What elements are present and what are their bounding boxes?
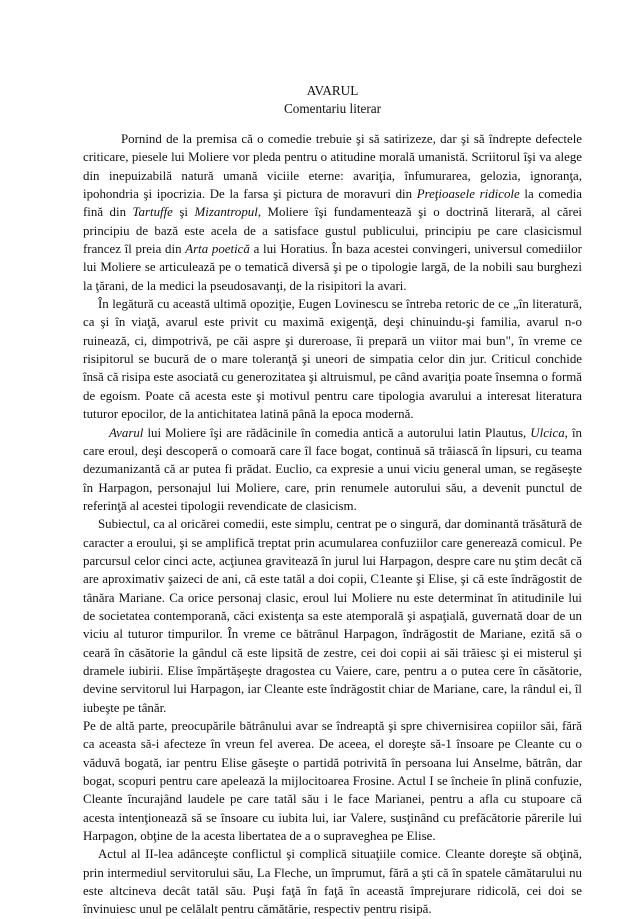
paragraph bbox=[83, 130, 582, 295]
italic-title-run: Tartuffe bbox=[132, 205, 173, 220]
text-run: , Moliere îşi fundamentează şi o doctrină literară, al cărei principiu de bază este acela de a satisface gustul publicului, principiu pe care clasicismul francez îl preia din bbox=[83, 205, 582, 257]
document-subtitle: Comentariu literar bbox=[283, 101, 382, 116]
text-run: Subiectul, ca al oricărei comedii, este simplu, centrat pe o singură, dar dominantă trăsătură de caracter a eroului, şi se amplifică treptat prin acumularea confuziilor care generează comicul. Pe parcursul celor cinci acte, acţiunea gravitează în jurul lui Harpagon, despre care nu ştim decât că are aproximativ şaizeci de ani, că este tatăl a doi copii, C1eante şi Elise, şi că este îndrăgostit de tânăra Mariane. Ca orice personaj clasic, eroul lui Moliere nu este determinat în atitudinile lui de societatea contemporană, căci existenţa sa este atemporală şi aspaţială, guvernată doar de un viciu al tuturor timpurilor. În vreme ce bătrânul Harpagon, îndrăgostit de Mariane, ezită să o ceară în căsătorie la gândul că este lipsită de zestre, cei doi copii ai săi trăiesc şi ei misterul şi dramele iubirii. Elise împărtăşeşte dragostea cu Vaiere, care, pentru a o putea cere în căsătorie, devine servitorul lui Harpagon, iar Cleante este îndrăgostit chiar de Mariane, care, la rândul ei, îl iubeşte pe tânăr. bbox=[83, 517, 582, 715]
italic-title-run: Ulcica bbox=[530, 425, 565, 440]
text-run: Pornind de la premisa că o comedie trebuie şi să satirizeze, dar şi să îndrepte defectele criticare, piesele lui Moliere vor pleda pentru o atitudine morală umanistă. Scriitorul îşi va alege din inepuizabilă natură umană viciile eterne: avariţia, înfumurarea, gelozia, ignoranţa, ipohondria şi ipocrizia. De la farsa şi pictura de moravuri din bbox=[83, 132, 582, 202]
text-run: Actul al II-lea adânceşte conflictul şi complică situaţiile comice. Cleante doreşte să obţină, prin intermediul servitorului său, La Fleche, un împrumut, fără a şti că în spatele cămătarului nu este altcineva decât tatăl său. Puşi faţă în faţă în această împrejurare ridicolă, cei doi se învinuiesc unul pe celălalt pentru cămătărie, respectiv pentru risipă. bbox=[83, 847, 582, 917]
text-run: lui Moliere îşi are rădăcinile în comedia antică a autorului latin Plautus, bbox=[143, 425, 531, 440]
text-run: , în care eroul, deşi descoperă o comoară care îl face bogat, continuă să trăiască în lipsuri, cu teama dezumanizantă că ar putea fi prădat. Euclio, ca expresie a unui viciu general uman, se regăseşte în Harpagon, personajul lui Moliere, care, prin renumele autorului său, a devenit punctul de referinţă al acestei tipologii revendicate de clasicism. bbox=[83, 425, 582, 513]
paragraph bbox=[83, 424, 582, 516]
document-body bbox=[83, 130, 582, 919]
text-run: a lui Horatius. În baza acestei convingeri, universul comediilor lui Moliere se articulează pe o tematică diversă şi pe o tipologie largă, de la nobili sau burghezi la ţărani, de la medici la pseudosavanţi, de la risipitori la avari. bbox=[83, 242, 582, 293]
document-title: AVARUL bbox=[306, 83, 359, 98]
italic-title-run: Mizantropul bbox=[194, 205, 258, 220]
text-run: la comedia fină din bbox=[83, 187, 583, 220]
text-run: În legătură cu această ultimă opoziţie, Eugen Lovinescu se întreba retoric de ce „în literatură, ca şi în viaţă, avarul este privit cu maximă exigenţă, deşi chinuindu-şi familia, avarul n-o ruinează, ci, dimpotrivă, pe căi aspre şi dureroase, îi prepară un viitor mai bun", în vreme ce risipitorul se bucură de o mare toleranţă şi uneori de simpatia celor din jur. Criticul conchide însă că risipa este asociată cu generozitatea şi altruismul, pe când avariţia poate însemna o formă de egoism. Poate că acesta este şi motivul pentru care tipologia avarului a interesat literatura tuturor epocilor, de la antichitatea latină până la epoca modernă. bbox=[83, 297, 582, 422]
italic-title-run: Avarul bbox=[109, 425, 144, 440]
paragraph bbox=[83, 515, 582, 717]
italic-title-run: Arta poetică bbox=[185, 242, 250, 257]
text-run: şi bbox=[172, 205, 195, 220]
paragraph bbox=[83, 295, 582, 423]
paragraph bbox=[83, 717, 582, 845]
text-run: Pe de altă parte, preocupările bătrânului avar se îndreaptă şi spre chivernisirea copiilor săi, fără ca aceasta să-i afecteze în vreun fel averea. De aceea, el doreşte să-1 însoare pe Cleante cu o văduvă bogată, iar pentru Elise găseşte o partidă potrivită în persoana lui Anselme, bătrân, dar bogat, scopuri pentru care apelează la mijlocitoarea Frosine. Actul I se încheie în plină confuzie, Cleante încurajând laudele pe care tatăl său i le face Marianei, pentru a afla cu stupoare că acesta intenţionează să se însoare cu iubita lui, iar Valere, susţinând cu prefăcătorie părerile lui Harpagon, obţine de la acesta libertatea de a o supraveghea pe Elise. bbox=[83, 719, 582, 844]
paragraph bbox=[83, 845, 582, 918]
italic-title-run: Preţioasele ridicole bbox=[416, 187, 520, 202]
